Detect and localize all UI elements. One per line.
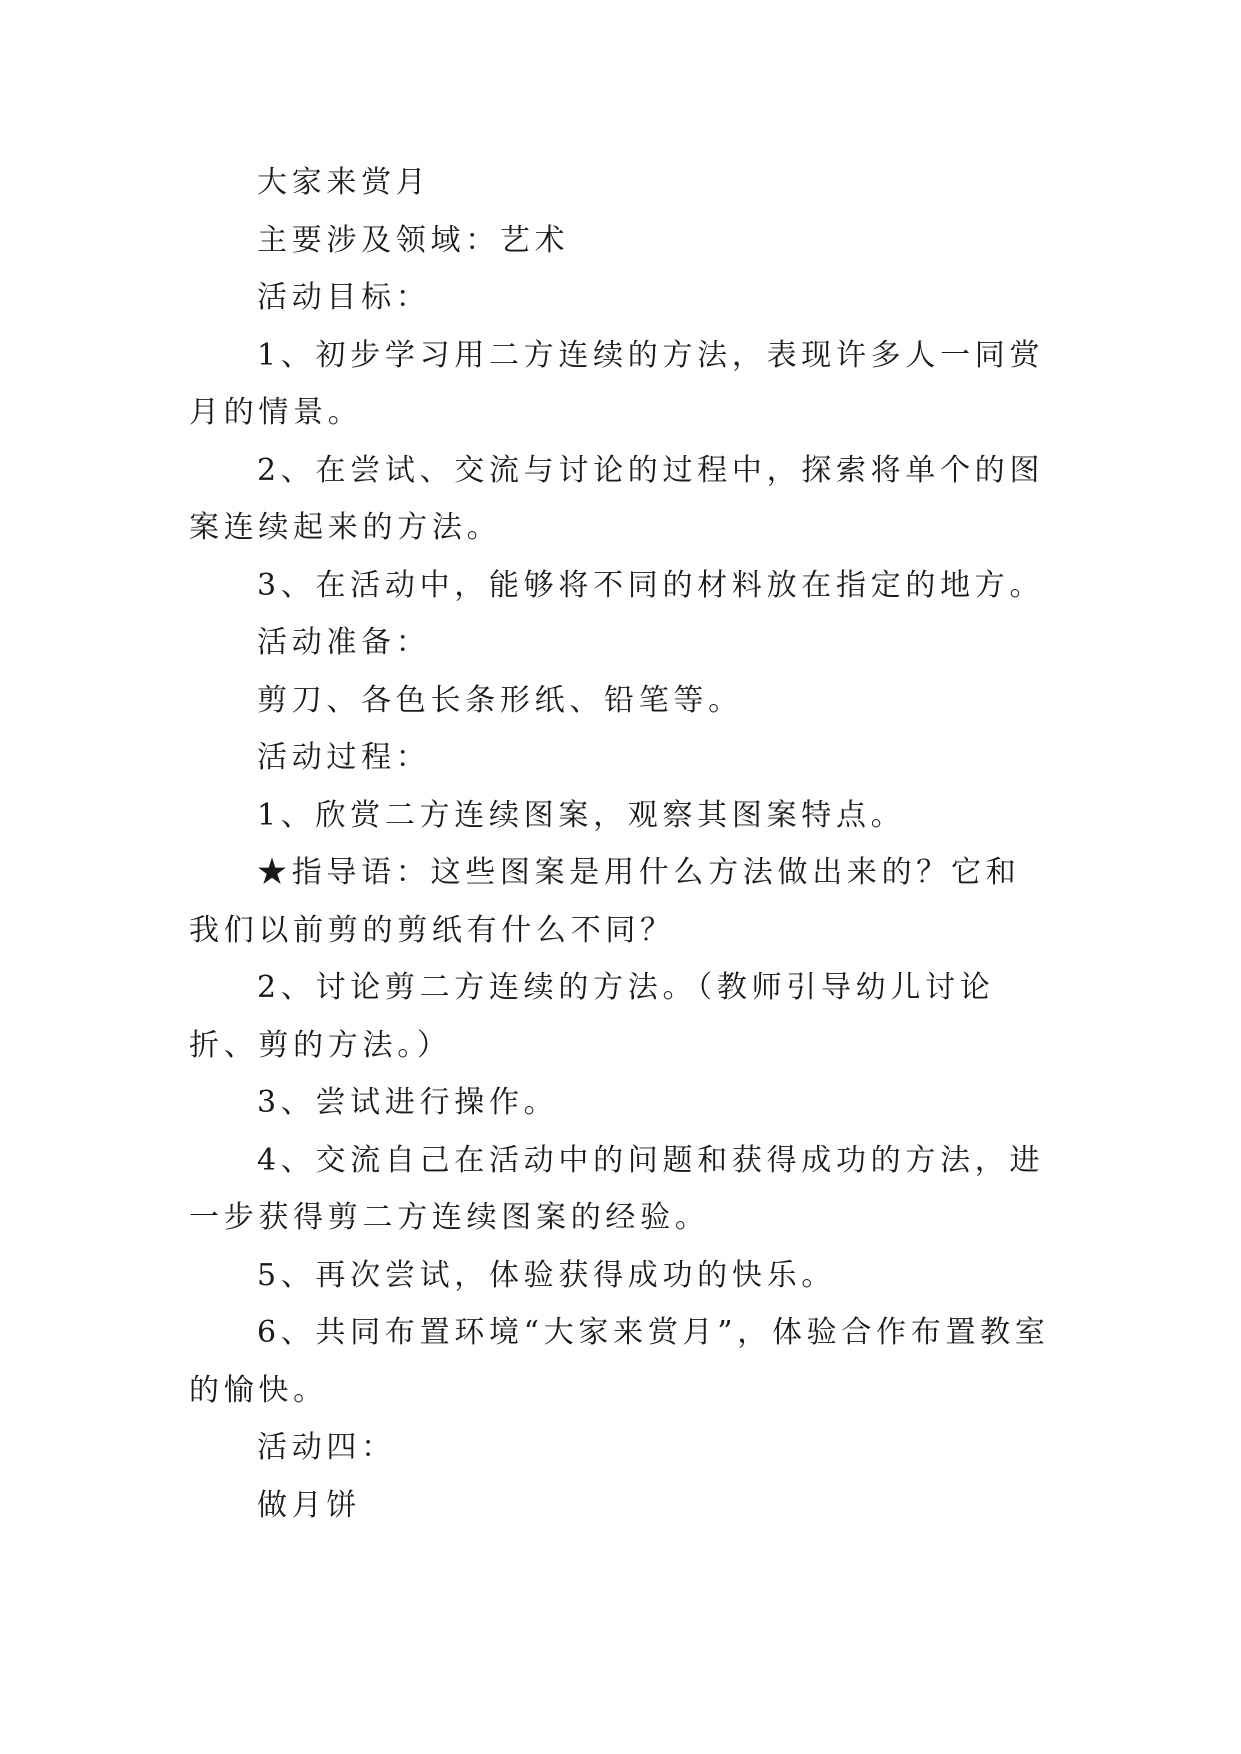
goal-item-3: 3、在活动中，能够将不同的材料放在指定的地方。 <box>257 567 1045 603</box>
process-step-1: 1、欣赏二方连续图案，观察其图案特点。 <box>257 797 906 833</box>
activity-four-title: 做月饼 <box>257 1487 362 1523</box>
goal-item-2: 2、在尝试、交流与讨论的过程中，探索将单个的图案连续起来的方法。 <box>189 452 1045 545</box>
guidance-text: ★指导语：这些图案是用什么方法做出来的？它和我们以前剪的剪纸有什么不同？ <box>189 855 1021 948</box>
section-heading-activity-four: 活动四： <box>257 1430 396 1465</box>
section-heading-goals: 活动目标： <box>257 280 431 315</box>
goal-item-1: 1、初步学习用二方连续的方法，表现许多人一同赏月的情景。 <box>189 337 1045 430</box>
section-heading-preparation: 活动准备： <box>257 625 431 660</box>
process-step-4: 4、交流自己在活动中的问题和获得成功的方法，进一步获得剪二方连续图案的经验。 <box>189 1142 1045 1235</box>
preparation-text: 剪刀、各色长条形纸、铅笔等。 <box>257 682 743 718</box>
process-step-5: 5、再次尝试，体验获得成功的快乐。 <box>257 1257 836 1293</box>
process-step-3: 3、尝试进行操作。 <box>257 1085 559 1120</box>
process-step-6: 6、共同布置环境“大家来赏月”，体验合作布置教室的愉快。 <box>189 1315 1050 1408</box>
process-step-2: 2、讨论剪二方连续的方法。（教师引导幼儿讨论折、剪的方法。） <box>189 970 995 1063</box>
document-body <box>189 154 1054 1534</box>
activity-title: 大家来赏月 <box>257 165 431 200</box>
section-heading-process: 活动过程： <box>257 740 431 775</box>
domain-line: 主要涉及领域：艺术 <box>257 222 570 258</box>
